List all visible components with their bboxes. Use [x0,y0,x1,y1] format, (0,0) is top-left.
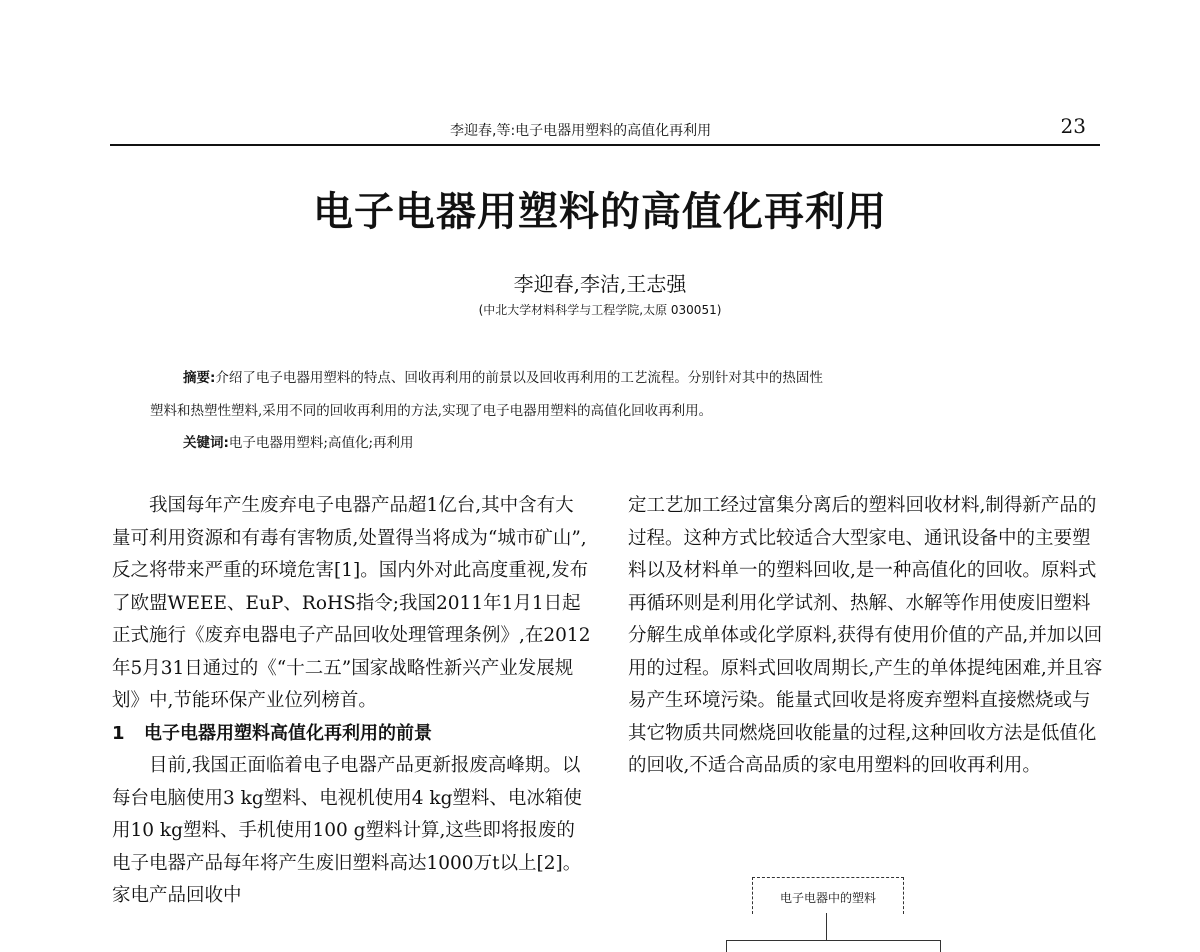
abstract-text-1: 介绍了电子电器用塑料的特点、回收再利用的前景以及回收再利用的工艺流程。分别针对其中的热固性 [215,370,823,386]
section-1-title: 电子电器用塑料高值化再利用的前景 [144,722,432,744]
page-number: 23 [1060,114,1086,138]
figure-branch-line [726,940,941,941]
abstract-line-1 [183,366,823,386]
continued-paragraph: 定工艺加工经过富集分离后的塑料回收材料,制得新产品的过程。这种方式比较适合大型家电、通讯设备中的主要塑料以及材料单一的塑料回收,是一种高值化的回收。原料式再循环则是利用化学试剂、热解、水解等作用使废旧塑料分解生成单体或化学原料,获得有使用价值的产品,并加以回用的过程。原料式回收周期长,产生的单体提纯困难,并且容易产生环境污染。能量式回收是将废弃塑料直接燃烧或与其它物质共同燃烧回收能量的过程,这种回收方法是低值化的回收,不适合高品质的家电用塑料的回收再利用。 [628,495,1103,776]
intro-paragraph: 我国每年产生废弃电子电器产品超1亿台,其中含有大量可利用资源和有毒有害物质,处置得当将成为“城市矿山”,反之将带来严重的环境危害[1]。国内外对此高度重视,发布了欧盟WEEE、EuP、RoHS指令;我国2011年1月1日起正式施行《废弃电器电子产品回收处理管理条例》,在2012年5月31日通过的《“十二五”国家战略性新兴产业发展规划》中,节能环保产业位列榜首。 [112,495,591,711]
section-1-number: 1 [112,722,125,744]
left-column [112,490,592,913]
section-1-paragraph: 目前,我国正面临着电子电器产品更新报废高峰期。以每台电脑使用3 kg塑料、电视机使用4 kg塑料、电冰箱使用10 kg塑料、手机使用100 g塑料计算,这些即将报废的电子电器产品每年将产生废旧塑料高达1000万t以上[2]。家电产品回收中 [112,755,582,906]
abstract-label: 摘要: [183,370,216,386]
keywords-text: 电子电器用塑料;高值化;再利用 [228,435,414,451]
right-column [628,490,1106,783]
figure-branch-right [940,940,941,952]
running-header [110,116,1100,146]
figure-top-box: 电子电器中的塑料 [752,877,904,914]
abstract-line-2: 塑料和热塑性塑料,采用不同的回收再利用的方法,实现了电子电器用塑料的高值化回收再利用。 [150,403,713,419]
running-title: 李迎春,等:电子电器用塑料的高值化再利用 [450,123,712,139]
keywords-label: 关键词: [183,435,229,451]
authors: 李迎春,李洁,王志强 [513,272,687,296]
header-rule [110,144,1100,146]
figure-branch-left [726,940,727,952]
figure-connector [826,913,827,941]
keywords-line [183,431,414,451]
affiliation: (中北大学材料科学与工程学院,太原 030051) [478,303,722,317]
paper-title: 电子电器用塑料的高值化再利用 [313,189,887,235]
section-1-heading [112,718,592,751]
